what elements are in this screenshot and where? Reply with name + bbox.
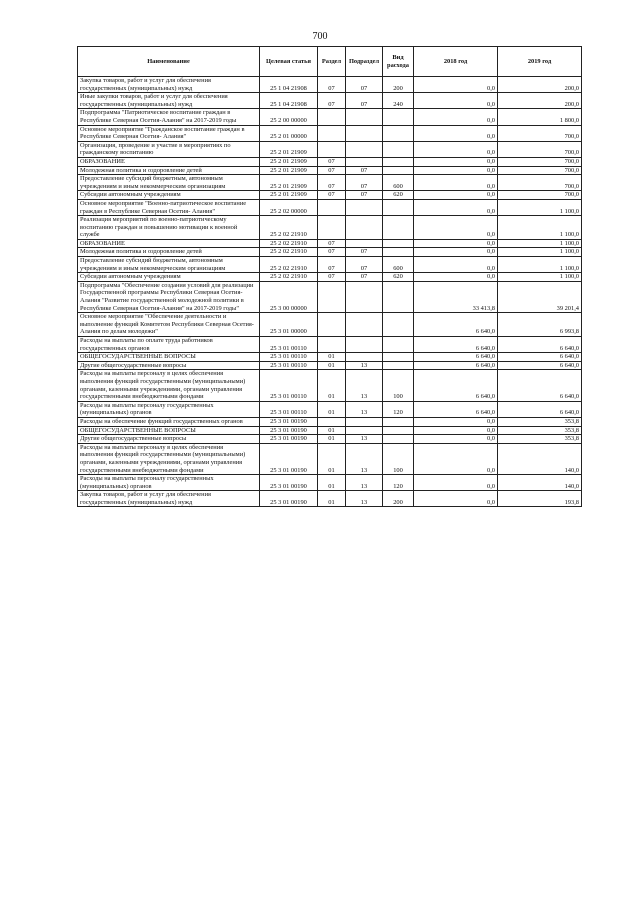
row-section bbox=[318, 281, 346, 312]
row-name: Реализация мероприятий по военно-патриотическому воспитанию граждан и повышению мотивации к военной службе bbox=[78, 216, 260, 240]
table-body bbox=[78, 77, 582, 507]
row-expense-type bbox=[383, 157, 414, 166]
row-value-2018: 0,0 bbox=[414, 93, 498, 109]
row-value-2019: 6 640,0 bbox=[498, 370, 582, 401]
row-expense-type bbox=[383, 248, 414, 257]
row-value-2019: 700,0 bbox=[498, 157, 582, 166]
row-expense-type: 100 bbox=[383, 443, 414, 474]
table-row bbox=[78, 401, 582, 417]
row-subsection: 07 bbox=[346, 248, 383, 257]
table-row bbox=[78, 491, 582, 507]
row-value-2019: 6 640,0 bbox=[498, 401, 582, 417]
page-number: 700 bbox=[312, 31, 328, 42]
row-section: 01 bbox=[318, 353, 346, 362]
row-code: 25 2 01 21909 bbox=[260, 175, 318, 191]
row-section: 01 bbox=[318, 401, 346, 417]
row-value-2018: 0,0 bbox=[414, 435, 498, 444]
row-section: 07 bbox=[318, 166, 346, 175]
row-code: 25 3 01 00110 bbox=[260, 361, 318, 370]
row-value-2018: 0,0 bbox=[414, 491, 498, 507]
row-section: 01 bbox=[318, 426, 346, 435]
row-expense-type bbox=[383, 109, 414, 125]
row-section bbox=[318, 141, 346, 157]
table-row bbox=[78, 370, 582, 401]
row-expense-type: 200 bbox=[383, 491, 414, 507]
row-code: 25 2 02 21910 bbox=[260, 248, 318, 257]
row-value-2019: 353,8 bbox=[498, 435, 582, 444]
row-section: 07 bbox=[318, 248, 346, 257]
row-name: Молодежная политика и оздоровление детей bbox=[78, 248, 260, 257]
row-subsection: 07 bbox=[346, 175, 383, 191]
row-subsection: 07 bbox=[346, 257, 383, 273]
row-value-2018: 0,0 bbox=[414, 417, 498, 426]
row-expense-type: 120 bbox=[383, 401, 414, 417]
row-value-2018: 0,0 bbox=[414, 141, 498, 157]
row-expense-type: 620 bbox=[383, 191, 414, 200]
table-row bbox=[78, 93, 582, 109]
header-expense-type: Вид расхода bbox=[383, 47, 414, 77]
row-section: 07 bbox=[318, 77, 346, 93]
row-value-2019: 700,0 bbox=[498, 166, 582, 175]
row-value-2018: 6 640,0 bbox=[414, 370, 498, 401]
header-2019: 2019 год bbox=[498, 47, 582, 77]
row-value-2019: 200,0 bbox=[498, 77, 582, 93]
row-section bbox=[318, 337, 346, 353]
row-value-2019: 700,0 bbox=[498, 141, 582, 157]
row-value-2018: 0,0 bbox=[414, 426, 498, 435]
row-subsection: 13 bbox=[346, 491, 383, 507]
row-name: Субсидии автономным учреждениям bbox=[78, 191, 260, 200]
row-subsection: 13 bbox=[346, 361, 383, 370]
table-row bbox=[78, 157, 582, 166]
row-section: 07 bbox=[318, 93, 346, 109]
row-section: 07 bbox=[318, 175, 346, 191]
row-subsection bbox=[346, 157, 383, 166]
row-name: Подпрограмма "Патриотическое воспитание граждан в Республике Северная Осетия-Алания" на 2017-2019 годы bbox=[78, 109, 260, 125]
row-name: Другие общегосударственные вопросы bbox=[78, 361, 260, 370]
row-value-2018: 0,0 bbox=[414, 125, 498, 141]
row-section: 07 bbox=[318, 157, 346, 166]
row-expense-type: 120 bbox=[383, 475, 414, 491]
row-subsection bbox=[346, 216, 383, 240]
row-code: 25 3 01 00190 bbox=[260, 417, 318, 426]
row-code: 25 2 02 21910 bbox=[260, 273, 318, 282]
row-subsection bbox=[346, 337, 383, 353]
row-name: Иные закупки товаров, работ и услуг для обеспечения государственных (муниципальных) нужд bbox=[78, 93, 260, 109]
row-subsection: 07 bbox=[346, 166, 383, 175]
row-section bbox=[318, 109, 346, 125]
row-name: Организация, проведение и участие в мероприятиях по гражданскому воспитанию bbox=[78, 141, 260, 157]
row-section: 07 bbox=[318, 257, 346, 273]
table-row bbox=[78, 199, 582, 215]
header-name: Наименование bbox=[78, 47, 260, 77]
row-section bbox=[318, 417, 346, 426]
table-row bbox=[78, 273, 582, 282]
row-code: 25 2 02 21910 bbox=[260, 216, 318, 240]
row-value-2019: 140,0 bbox=[498, 475, 582, 491]
row-value-2019: 140,0 bbox=[498, 443, 582, 474]
row-expense-type: 200 bbox=[383, 77, 414, 93]
table-row bbox=[78, 337, 582, 353]
row-value-2018: 0,0 bbox=[414, 248, 498, 257]
row-subsection: 13 bbox=[346, 370, 383, 401]
row-value-2018: 6 640,0 bbox=[414, 401, 498, 417]
table-row bbox=[78, 435, 582, 444]
table-row bbox=[78, 417, 582, 426]
table-row bbox=[78, 109, 582, 125]
row-value-2018: 0,0 bbox=[414, 77, 498, 93]
row-value-2019: 1 800,0 bbox=[498, 109, 582, 125]
row-value-2018: 0,0 bbox=[414, 273, 498, 282]
row-value-2018: 0,0 bbox=[414, 166, 498, 175]
row-code: 25 2 01 21909 bbox=[260, 141, 318, 157]
row-expense-type bbox=[383, 435, 414, 444]
row-value-2019: 6 640,0 bbox=[498, 361, 582, 370]
row-code: 25 1 04 21908 bbox=[260, 77, 318, 93]
row-section: 01 bbox=[318, 370, 346, 401]
row-expense-type bbox=[383, 166, 414, 175]
row-value-2019: 39 201,4 bbox=[498, 281, 582, 312]
row-value-2018: 0,0 bbox=[414, 191, 498, 200]
row-expense-type: 240 bbox=[383, 93, 414, 109]
row-code: 25 2 01 00000 bbox=[260, 125, 318, 141]
row-value-2019: 1 100,0 bbox=[498, 257, 582, 273]
row-subsection bbox=[346, 141, 383, 157]
row-name: Другие общегосударственные вопросы bbox=[78, 435, 260, 444]
header-subsection: Подраздел bbox=[346, 47, 383, 77]
row-value-2019: 700,0 bbox=[498, 191, 582, 200]
table-row bbox=[78, 353, 582, 362]
row-value-2019: 700,0 bbox=[498, 125, 582, 141]
row-code: 25 2 02 21910 bbox=[260, 257, 318, 273]
table-row bbox=[78, 361, 582, 370]
row-value-2019: 193,8 bbox=[498, 491, 582, 507]
row-value-2019: 1 100,0 bbox=[498, 239, 582, 248]
row-subsection bbox=[346, 239, 383, 248]
row-value-2018: 0,0 bbox=[414, 239, 498, 248]
table-row bbox=[78, 443, 582, 474]
row-value-2018: 0,0 bbox=[414, 216, 498, 240]
row-code: 25 3 01 00190 bbox=[260, 426, 318, 435]
table-row bbox=[78, 77, 582, 93]
row-value-2018: 0,0 bbox=[414, 175, 498, 191]
row-code: 25 2 01 21909 bbox=[260, 191, 318, 200]
row-subsection: 07 bbox=[346, 273, 383, 282]
row-value-2019: 200,0 bbox=[498, 93, 582, 109]
row-name: Расходы на обеспечение функций государственных органов bbox=[78, 417, 260, 426]
row-value-2019: 6 640,0 bbox=[498, 337, 582, 353]
row-section: 01 bbox=[318, 475, 346, 491]
row-subsection bbox=[346, 199, 383, 215]
row-value-2019: 1 100,0 bbox=[498, 199, 582, 215]
row-value-2018: 6 640,0 bbox=[414, 313, 498, 337]
row-expense-type: 600 bbox=[383, 175, 414, 191]
row-name: Расходы на выплаты персоналу государственных (муниципальных) органов bbox=[78, 475, 260, 491]
row-expense-type bbox=[383, 125, 414, 141]
row-name: Расходы на выплаты персоналу в целях обеспечения выполнения функций государственными (муниципальными) органами, казенными учреждениями, органами управления государственными внебюджетными фондами bbox=[78, 443, 260, 474]
table-row bbox=[78, 281, 582, 312]
table-row bbox=[78, 166, 582, 175]
row-code: 25 3 01 00110 bbox=[260, 401, 318, 417]
row-code: 25 3 01 00000 bbox=[260, 313, 318, 337]
row-subsection: 13 bbox=[346, 443, 383, 474]
header-section: Раздел bbox=[318, 47, 346, 77]
table-row bbox=[78, 191, 582, 200]
table-row bbox=[78, 125, 582, 141]
row-name: Основное мероприятие "Военно-патриотическое воспитание граждан в Республике Северная Осетия- Алания" bbox=[78, 199, 260, 215]
row-subsection: 13 bbox=[346, 475, 383, 491]
row-section: 01 bbox=[318, 491, 346, 507]
row-name: Основное мероприятие "Обеспечение деятельности и выполнение функций Комитетом Республики Северная Осетия-Алания по делам молодежи" bbox=[78, 313, 260, 337]
row-expense-type bbox=[383, 313, 414, 337]
table-row bbox=[78, 257, 582, 273]
row-subsection bbox=[346, 109, 383, 125]
table-row bbox=[78, 239, 582, 248]
row-subsection: 07 bbox=[346, 93, 383, 109]
row-code: 25 3 01 00110 bbox=[260, 370, 318, 401]
row-name: Предоставление субсидий бюджетным, автономным учреждениям и иным некоммерческим организациям bbox=[78, 175, 260, 191]
row-subsection bbox=[346, 125, 383, 141]
row-code: 25 2 01 21909 bbox=[260, 157, 318, 166]
row-expense-type bbox=[383, 199, 414, 215]
row-name: Расходы на выплаты персоналу в целях обеспечения выполнения функций государственными (муниципальными) органами, казенными учреждениями, органами управления государственными внебюджетными фондами bbox=[78, 370, 260, 401]
row-value-2018: 6 640,0 bbox=[414, 361, 498, 370]
row-value-2018: 0,0 bbox=[414, 157, 498, 166]
row-expense-type: 620 bbox=[383, 273, 414, 282]
row-section: 01 bbox=[318, 443, 346, 474]
row-expense-type bbox=[383, 353, 414, 362]
row-section bbox=[318, 216, 346, 240]
row-expense-type bbox=[383, 281, 414, 312]
row-value-2018: 0,0 bbox=[414, 109, 498, 125]
row-value-2018: 0,0 bbox=[414, 475, 498, 491]
row-subsection: 07 bbox=[346, 77, 383, 93]
row-code: 25 3 01 00190 bbox=[260, 491, 318, 507]
row-code: 25 3 01 00110 bbox=[260, 337, 318, 353]
table-header-row bbox=[78, 47, 582, 77]
row-expense-type bbox=[383, 239, 414, 248]
row-name: Субсидии автономным учреждениям bbox=[78, 273, 260, 282]
row-expense-type: 600 bbox=[383, 257, 414, 273]
row-section bbox=[318, 199, 346, 215]
row-name: Основное мероприятие "Гражданское воспитание граждан в Республике Северная Осетия- Алания" bbox=[78, 125, 260, 141]
row-code: 25 2 02 21910 bbox=[260, 239, 318, 248]
row-name: ОБЩЕГОСУДАРСТВЕННЫЕ ВОПРОСЫ bbox=[78, 426, 260, 435]
row-value-2019: 1 100,0 bbox=[498, 273, 582, 282]
row-value-2018: 6 640,0 bbox=[414, 337, 498, 353]
row-value-2018: 0,0 bbox=[414, 443, 498, 474]
row-section: 01 bbox=[318, 435, 346, 444]
row-name: Расходы на выплаты персоналу государственных (муниципальных) органов bbox=[78, 401, 260, 417]
row-code: 25 3 01 00190 bbox=[260, 443, 318, 474]
table-row bbox=[78, 313, 582, 337]
budget-table bbox=[77, 46, 582, 507]
row-expense-type bbox=[383, 337, 414, 353]
row-value-2018: 0,0 bbox=[414, 257, 498, 273]
row-expense-type bbox=[383, 141, 414, 157]
row-expense-type bbox=[383, 216, 414, 240]
row-code: 25 3 00 00000 bbox=[260, 281, 318, 312]
row-code: 25 3 01 00190 bbox=[260, 435, 318, 444]
row-value-2019: 353,8 bbox=[498, 417, 582, 426]
row-value-2019: 353,8 bbox=[498, 426, 582, 435]
row-subsection bbox=[346, 426, 383, 435]
row-section bbox=[318, 313, 346, 337]
row-value-2019: 1 100,0 bbox=[498, 216, 582, 240]
row-value-2019: 6 640,0 bbox=[498, 353, 582, 362]
row-subsection: 13 bbox=[346, 435, 383, 444]
row-name: Расходы на выплаты по оплате труда работников государственных органов bbox=[78, 337, 260, 353]
row-section bbox=[318, 125, 346, 141]
row-value-2019: 1 100,0 bbox=[498, 248, 582, 257]
row-expense-type bbox=[383, 426, 414, 435]
table-row bbox=[78, 175, 582, 191]
table-row bbox=[78, 426, 582, 435]
table-row bbox=[78, 216, 582, 240]
row-subsection: 13 bbox=[346, 401, 383, 417]
row-code: 25 2 01 21909 bbox=[260, 166, 318, 175]
row-name: Предоставление субсидий бюджетным, автономным учреждениям и иным некоммерческим организациям bbox=[78, 257, 260, 273]
row-code: 25 3 01 00190 bbox=[260, 475, 318, 491]
row-name: ОБРАЗОВАНИЕ bbox=[78, 239, 260, 248]
row-section: 01 bbox=[318, 361, 346, 370]
row-name: Закупка товаров, работ и услуг для обеспечения государственных (муниципальных) нужд bbox=[78, 491, 260, 507]
row-name: ОБРАЗОВАНИЕ bbox=[78, 157, 260, 166]
row-name: ОБЩЕГОСУДАРСТВЕННЫЕ ВОПРОСЫ bbox=[78, 353, 260, 362]
row-subsection bbox=[346, 417, 383, 426]
row-name: Подпрограмма "Обеспечение создания условий для реализации Государственной программы Республики Северная Осетия-Алания "Развитие государственной молодежной политики в Республике Северная Осетия-Алания" на 2017-2019 годы" bbox=[78, 281, 260, 312]
row-name: Закупка товаров, работ и услуг для обеспечения государственных (муниципальных) нужд bbox=[78, 77, 260, 93]
row-code: 25 2 00 00000 bbox=[260, 109, 318, 125]
table-row bbox=[78, 141, 582, 157]
row-value-2018: 33 413,8 bbox=[414, 281, 498, 312]
table-row bbox=[78, 248, 582, 257]
row-value-2019: 700,0 bbox=[498, 175, 582, 191]
row-code: 25 1 04 21908 bbox=[260, 93, 318, 109]
row-code: 25 2 02 00000 bbox=[260, 199, 318, 215]
row-expense-type: 100 bbox=[383, 370, 414, 401]
row-subsection bbox=[346, 353, 383, 362]
row-expense-type bbox=[383, 361, 414, 370]
table-row bbox=[78, 475, 582, 491]
row-subsection: 07 bbox=[346, 191, 383, 200]
row-value-2018: 0,0 bbox=[414, 199, 498, 215]
row-expense-type bbox=[383, 417, 414, 426]
header-2018: 2018 год bbox=[414, 47, 498, 77]
row-value-2018: 6 640,0 bbox=[414, 353, 498, 362]
row-section: 07 bbox=[318, 191, 346, 200]
row-section: 07 bbox=[318, 273, 346, 282]
row-name: Молодежная политика и оздоровление детей bbox=[78, 166, 260, 175]
row-section: 07 bbox=[318, 239, 346, 248]
row-subsection bbox=[346, 313, 383, 337]
header-code: Целевая статья bbox=[260, 47, 318, 77]
row-code: 25 3 01 00110 bbox=[260, 353, 318, 362]
row-value-2019: 6 993,8 bbox=[498, 313, 582, 337]
row-subsection bbox=[346, 281, 383, 312]
